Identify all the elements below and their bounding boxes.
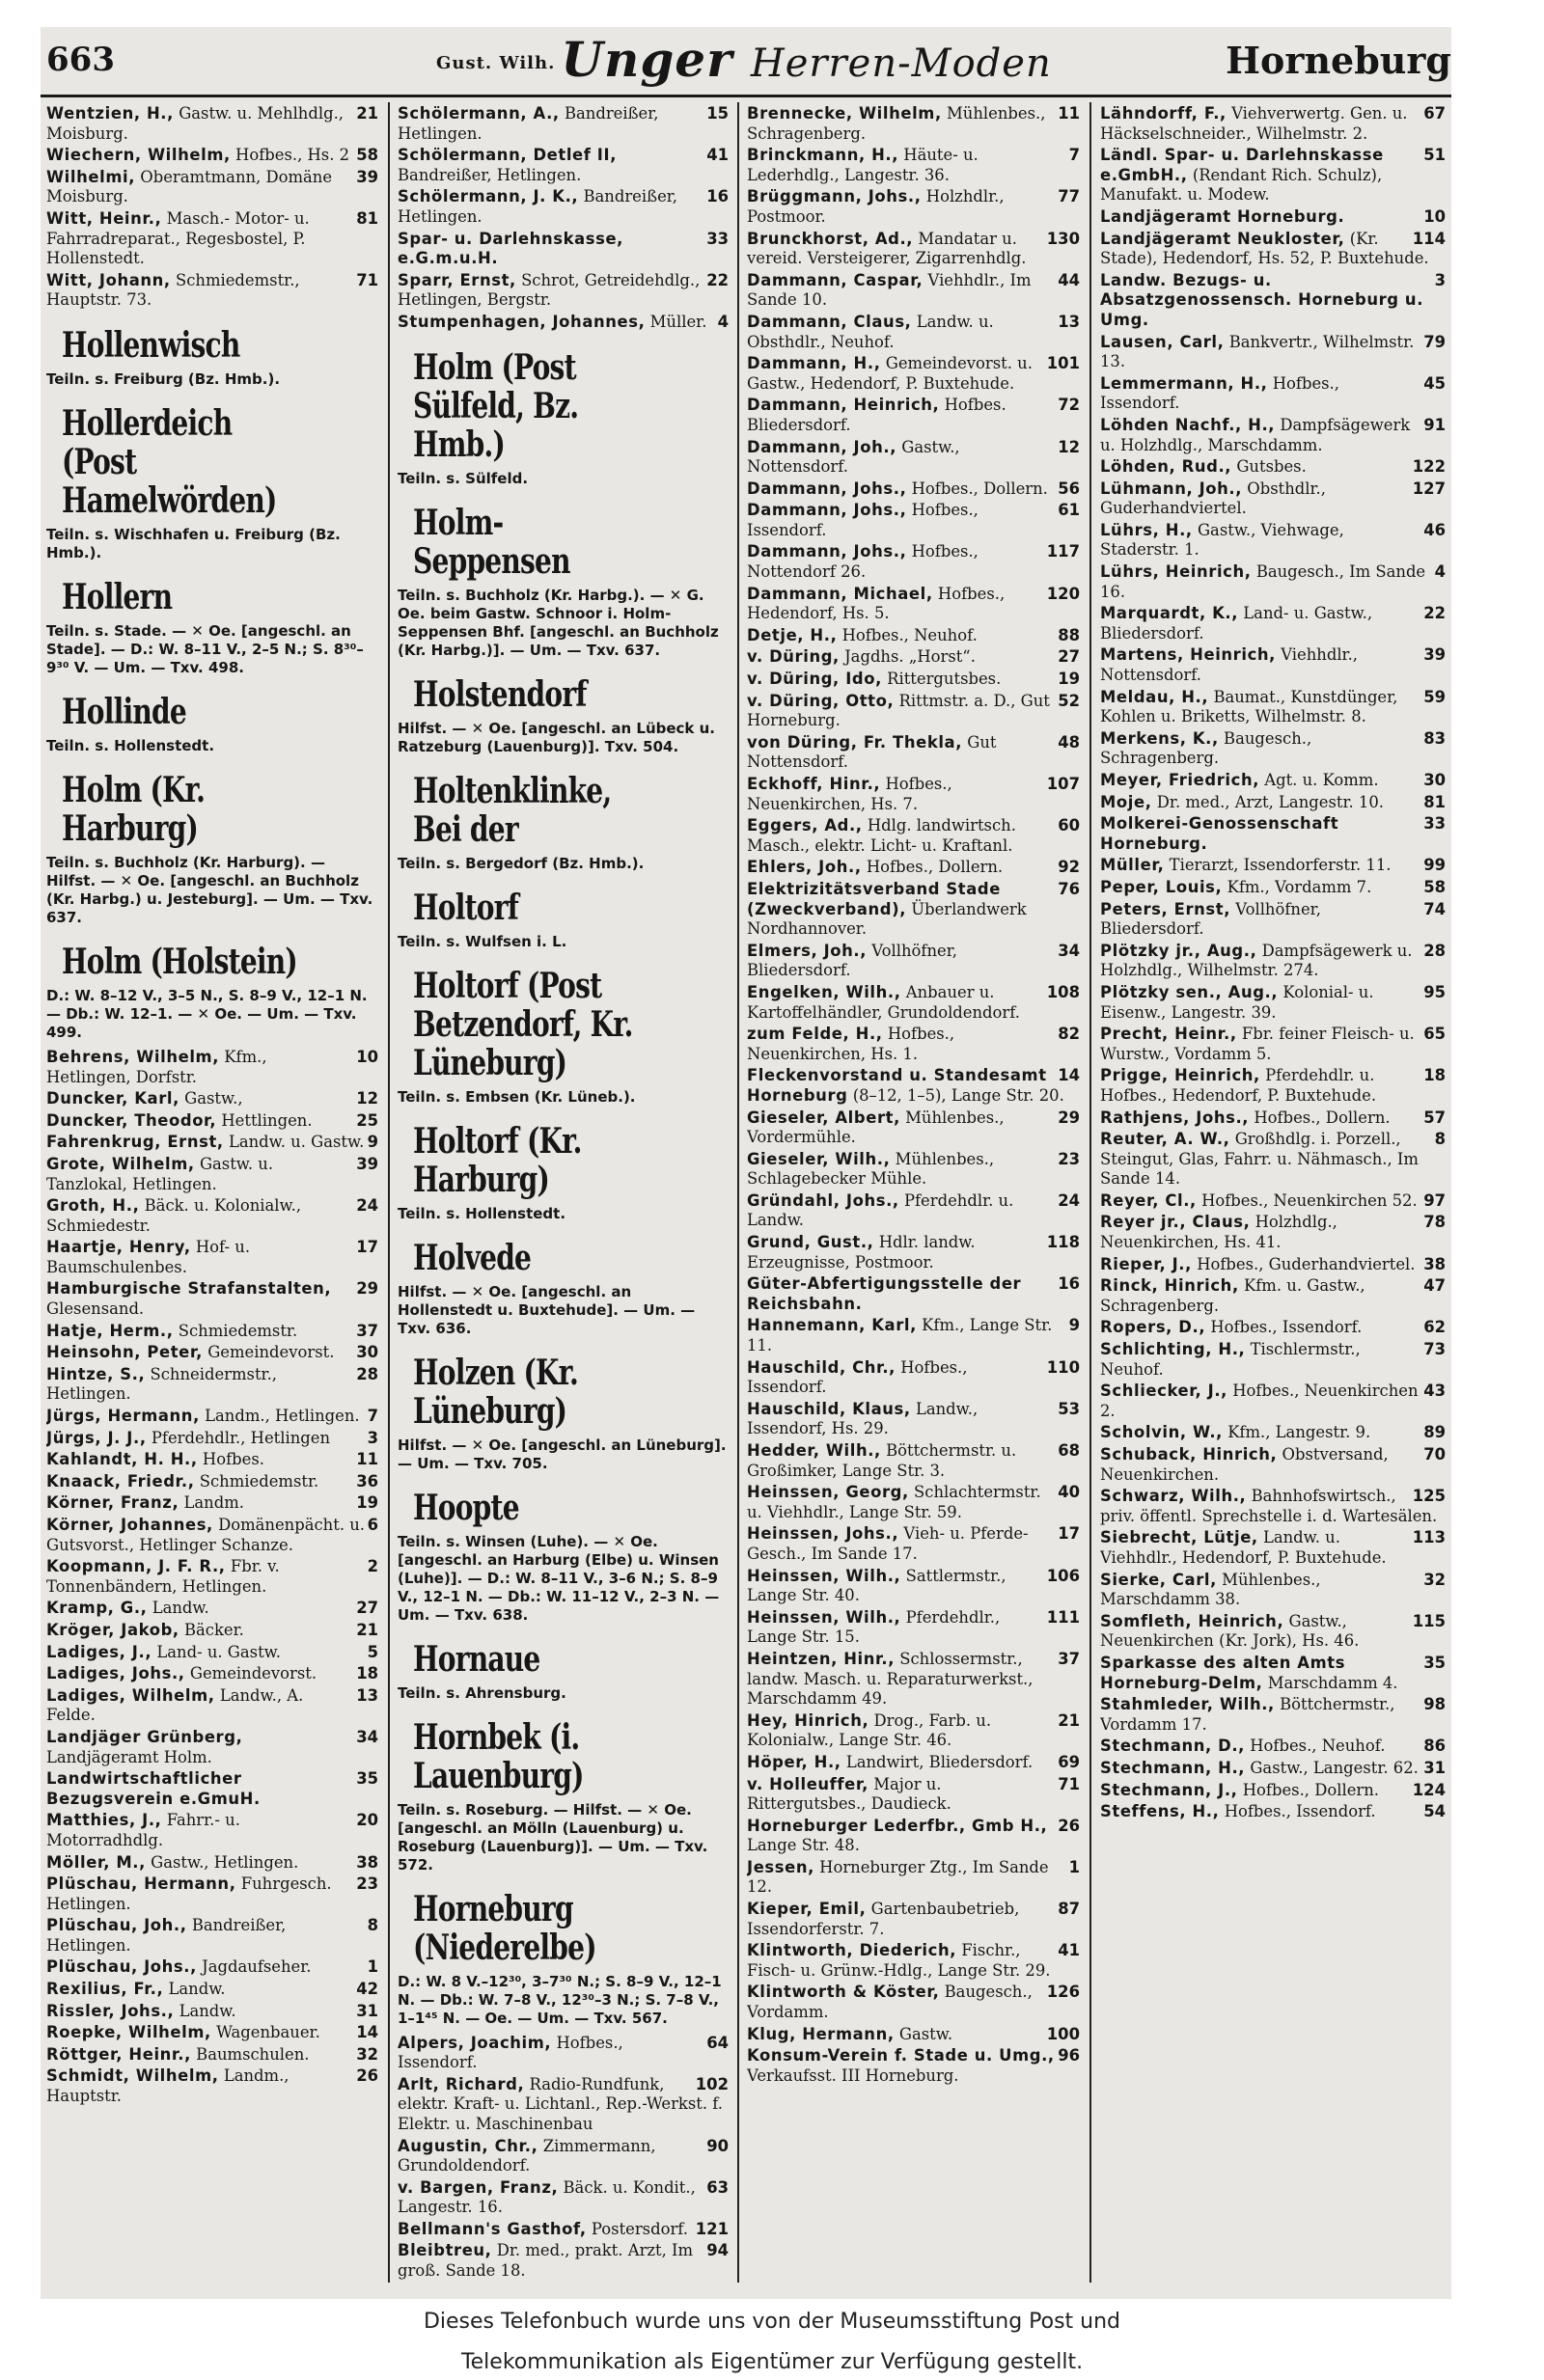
listing-entry: 28 Hintze, S., Schneidermstr., Hetlingen. <box>46 1364 378 1404</box>
listing-entry: 4 Stumpenhagen, Johannes, Müller. <box>398 312 729 331</box>
column-1 <box>46 104 378 2280</box>
column-divider <box>1089 102 1091 2283</box>
listing-entry: 12 Dammann, Joh., Gastw., Nottensdorf. <box>747 437 1080 477</box>
place-heading: Holzen (Kr. Lüneburg) <box>413 1352 579 1432</box>
listing-entry: 22 Sparr, Ernst, Schrot, Getreidehdlg., Hetlingen, Bergstr. <box>398 270 729 310</box>
column-2 <box>398 104 729 2280</box>
listing-entry: 7 Jürgs, Hermann, Landm., Hetlingen. <box>46 1407 378 1426</box>
listing-entry: 17 Heinssen, Johs., Vieh- u. Pferde-Gesch., Im Sande 17. <box>747 1524 1080 1563</box>
listing-entry: 25 Duncker, Theodor, Hettlingen. <box>46 1110 378 1130</box>
listing-entry: 113 Siebrecht, Lütje, Landw. u. Viehhdlr., Hedendorf, P. Buxtehude. <box>1100 1528 1446 1567</box>
listing-entry: 15 Schölermann, A., Bandreißer, Hetlingen. <box>398 104 729 143</box>
listing-entry: 1 Jessen, Horneburger Ztg., Im Sande 12. <box>747 1857 1080 1897</box>
place-info: D.: W. 8 V.–12³⁰, 3–7³⁰ N.; S. 8–9 V., 12–1 N. — Db.: W. 7–8 V., 12³⁰–3 N.; S. 7–8 V., 1–1⁴⁵ N. — Oe. — Um. — Txv. 567. <box>398 1972 722 2027</box>
listing-entry: 3 Jürgs, J. J., Pferdehdlr., Hetlingen <box>46 1428 378 1447</box>
place-info: Teiln. s. Embsen (Kr. Lüneb.). <box>398 1087 636 1106</box>
listing-entry: 71 Witt, Johann, Schmiedemstr., Hauptstr. 73. <box>46 270 378 310</box>
place-info: Teiln. s. Wulfsen i. L. <box>398 932 567 950</box>
listing-entry: 38 Rieper, J., Hofbes., Guderhandviertel. <box>1100 1254 1446 1273</box>
listing-entry: 40 Heinssen, Georg, Schlachtermstr. u. Viehhdlr., Lange Str. 59. <box>747 1483 1080 1521</box>
place-heading: Holm (Holstein) <box>62 941 297 982</box>
listing-entry: 35 Sparkasse des alten Amts Horneburg-Delm, Marschdamm 4. <box>1100 1653 1446 1692</box>
listing-entry: 10 Landjägeramt Horneburg. <box>1100 206 1446 226</box>
listing-entry: 124 Stechmann, J., Hofbes., Dollern. <box>1100 1780 1446 1799</box>
listing-entry: 60 Eggers, Ad., Hdlg. landwirtsch. Masch., elektr. Licht- u. Kraftanl. <box>747 816 1080 855</box>
listing-entry: 94 Bleibtreu, Dr. med., prakt. Arzt, Im groß. Sande 18. <box>398 2241 729 2280</box>
place-heading: Holtorf <box>413 887 519 928</box>
listing-entry: 14 Fleckenvorstand u. Standesamt Horneburg (8–12, 1–5), Lange Str. 20. <box>747 1066 1080 1105</box>
listing-entry: 110 Hauschild, Chr., Hofbes., Issendorf. <box>747 1357 1080 1397</box>
place-heading: Hollinde <box>62 691 186 732</box>
listing-entry: 45 Lemmermann, H., Hofbes., Issendorf. <box>1100 373 1446 413</box>
footer-line-1: Dieses Telefonbuch wurde uns von der Museumsstiftung Post und <box>423 2310 1121 2334</box>
listing-entry: 74 Peters, Ernst, Vollhöfner, Bliedersdorf. <box>1100 899 1446 939</box>
listing-entry: 87 Kieper, Emil, Gartenbaubetrieb, Issendorferstr. 7. <box>747 1900 1080 1938</box>
listing-entry: 30 Heinsohn, Peter, Gemeindevorst. <box>46 1343 378 1362</box>
advert-banner <box>436 31 1052 88</box>
listing-entry: 98 Stahmleder, Wilh., Böttchermstr., Vordamm 17. <box>1100 1695 1446 1734</box>
listing-entry: 22 Marquardt, K., Land- u. Gastw., Bliedersdorf. <box>1100 604 1446 643</box>
listing-entry: 79 Lausen, Carl, Bankvertr., Wilhelmstr. 13. <box>1100 332 1446 371</box>
listing-entry: 26 Schmidt, Wilhelm, Landm., Hauptstr. <box>46 2066 378 2106</box>
listing-entry: 3 Landw. Bezugs- u. Absatzgenossensch. Horneburg u. Umg. <box>1100 270 1446 329</box>
listing-entry: 52 v. Düring, Otto, Rittmstr. a. D., Gut Horneburg. <box>747 691 1080 730</box>
place-heading: Hollenwisch <box>62 324 240 366</box>
place-heading: Hoopte <box>413 1487 519 1528</box>
listing-entry: 107 Eckhoff, Hinr., Hofbes., Neuenkirchen, Hs. 7. <box>747 775 1080 813</box>
listing-entry: 53 Hauschild, Klaus, Landw., Issendorf, Hs. 29. <box>747 1399 1080 1438</box>
place-info: Teiln. s. Winsen (Luhe). — ✕ Oe. [angeschl. an Harburg (Elbe) u. Winsen (Luhe)]. — D.: W. 8–11 V., 3–6 N.; S. 8–9 V., 12–1 N. — Db.: W. 11–12 V., 2–3 N. — Um. — Txv. 638. <box>398 1532 720 1624</box>
listing-entry: 28 Plötzky jr., Aug., Dampfsägewerk u. Holzhdlg., Wilhelmstr. 274. <box>1100 941 1446 980</box>
listing-entry: 100 Klug, Hermann, Gastw. <box>747 2024 1080 2043</box>
place-heading: Hollerdeich (Post Hamelwörden) <box>62 402 277 521</box>
listing-entry: 35 Landwirtschaftlicher Bezugsverein e.GmuH. <box>46 1769 378 1808</box>
listing-entry: 102 Arlt, Richard, Radio-Rundfunk, elektr. Kraft- u. Lichtanl., Rep.-Werkst. f. Elektr. u. Maschinenbau <box>398 2074 729 2133</box>
listing-entry: 2 Koopmann, J. F. R., Fbr. v. Tonnenbändern, Hetlingen. <box>46 1557 378 1596</box>
listing-entry: 82 zum Felde, H., Hofbes., Neuenkirchen, Hs. 1. <box>747 1025 1080 1063</box>
listing-entry: 8 Plüschau, Joh., Bandreißer, Hetlingen. <box>46 1916 378 1955</box>
listing-entry: 120 Dammann, Michael, Hofbes., Hedendorf, Hs. 5. <box>747 584 1080 623</box>
listing-entry: 99 Müller, Tierarzt, Issendorferstr. 11. <box>1100 856 1446 875</box>
listing-entry: 24 Groth, H., Bäck. u. Kolonialw., Schmiedestr. <box>46 1196 378 1235</box>
listing-entry: 78 Reyer jr., Claus, Holzhdlg., Neuenkirchen, Hs. 41. <box>1100 1213 1446 1252</box>
place-info: Teiln. s. Buchholz (Kr. Harburg). — Hilfst. — ✕ Oe. [angeschl. an Buchholz (Kr. Harbg.) u. Jesteburg]. — Um. — Txv. 637. <box>46 853 373 926</box>
place-heading: Holstendorf <box>413 673 587 715</box>
place-info: Teiln. s. Hollenstedt. <box>398 1204 566 1222</box>
listing-entry: 16 Güter-Abfertigungsstelle der Reichsbahn. <box>747 1274 1080 1313</box>
place-heading: Holtenklinke, Bei der <box>413 770 612 850</box>
footer-line-2: Telekommunikation als Eigentümer zur Verfügung gestellt. <box>460 2350 1084 2374</box>
listing-entry: 108 Engelken, Wilh., Anbauer u. Kartoffelhändler, Grundoldendorf. <box>747 982 1080 1022</box>
listing-entry: 33 Spar- u. Darlehnskasse, e.G.m.u.H. <box>398 229 729 268</box>
place-heading: Holtorf (Post Betzendorf, Kr. Lüneburg) <box>413 965 633 1083</box>
listing-entry: 122 Löhden, Rud., Gutsbes. <box>1100 457 1446 477</box>
listing-entry: 88 Detje, H., Hofbes., Neuhof. <box>747 625 1080 644</box>
listing-entry: 115 Somfleth, Heinrich, Gastw., Neuenkirchen (Kr. Jork), Hs. 46. <box>1100 1611 1446 1651</box>
place-info: Teiln. s. Roseburg. — Hilfst. — ✕ Oe. [angeschl. an Mölln (Lauenburg) u. Roseburg (Lauenburg)]. — Um. — Txv. 572. <box>398 1800 708 1874</box>
place-info: Hilfst. — ✕ Oe. [angeschl. an Lübeck u. Ratzeburg (Lauenburg)]. Txv. 504. <box>398 719 716 755</box>
listing-entry: 65 Precht, Heinr., Fbr. feiner Fleisch- u. Wurstw., Vordamm 5. <box>1100 1025 1446 1063</box>
listing-entry: 121 Bellmann's Gasthof, Postersdorf. <box>398 2219 729 2238</box>
listing-entry: 63 v. Bargen, Franz, Bäck. u. Kondit., Langestr. 16. <box>398 2177 729 2217</box>
listing-entry: 77 Brüggmann, Johs., Holzhdlr., Postmoor. <box>747 187 1080 226</box>
listing-entry: 21 Wentzien, H., Gastw. u. Mehlhdlg., Moisburg. <box>46 104 378 143</box>
place-heading: Horneburg (Niederelbe) <box>413 1888 596 1968</box>
listing-entry: 30 Meyer, Friedrich, Agt. u. Komm. <box>1100 771 1446 789</box>
listing-entry: 16 Schölermann, J. K., Bandreißer, Hetlingen. <box>398 187 729 226</box>
page-number: 663 <box>46 41 115 79</box>
listing-entry: 19 v. Düring, Ido, Rittergutsbes. <box>747 670 1080 689</box>
listing-entry: 29 Hamburgische Strafanstalten, Glesensand. <box>46 1279 378 1319</box>
place-title: Horneburg <box>1226 39 1451 82</box>
listing-entry: 34 Landjäger Grünberg, Landjägeramt Holm. <box>46 1727 378 1766</box>
listing-entry: 39 Wilhelmi, Oberamtmann, Domäne Moisburg. <box>46 167 378 206</box>
listing-entry: 127 Lühmann, Joh., Obsthdlr., Guderhandviertel. <box>1100 479 1446 518</box>
listing-entry: 6 Körner, Johannes, Domänenpächt. u. Gutsvorst., Hetlinger Schanze. <box>46 1516 378 1554</box>
listing-entry: 67 Lähndorff, F., Viehverwertg. Gen. u. Häckselschneider., Wilhelmstr. 2. <box>1100 104 1446 143</box>
place-heading: Holm-Seppensen <box>413 502 570 582</box>
listing-entry: 10 Behrens, Wilhelm, Kfm., Hetlingen, Dorfstr. <box>46 1047 378 1086</box>
place-info: Teiln. s. Wischhafen u. Freiburg (Bz. Hmb.). <box>46 525 341 561</box>
listing-entry: 126 Klintworth & Köster, Baugesch., Vordamm. <box>747 1983 1080 2022</box>
listing-entry: 59 Meldau, H., Baumat., Kunstdünger, Kohlen u. Briketts, Wilhelmstr. 8. <box>1100 687 1446 726</box>
place-info: Teiln. s. Bergedorf (Bz. Hmb.). <box>398 854 645 872</box>
column-4 <box>1100 104 1446 2280</box>
listing-entry: 8 Reuter, A. W., Großhdlg. i. Porzell., Steingut, Glas, Fahrr. u. Nähmasch., Im Sande 14. <box>1100 1130 1446 1189</box>
listing-entry: 33 Molkerei-Genossenschaft Horneburg. <box>1100 814 1446 853</box>
listing-entry: 51 Ländl. Spar- u. Darlehnskasse e.GmbH., (Rendant Rich. Schulz), Manufakt. u. Modew. <box>1100 146 1446 205</box>
place-info: Hilfst. — ✕ Oe. [angeschl. an Lüneburg]. — Um. — Txv. 705. <box>398 1436 727 1472</box>
listing-entry: 39 Martens, Heinrich, Viehhdlr., Nottensdorf. <box>1100 645 1446 685</box>
listing-entry: 43 Schliecker, J., Hofbes., Neuenkirchen 2. <box>1100 1381 1446 1420</box>
listing-entry: 36 Knaack, Friedr., Schmiedemstr. <box>46 1471 378 1491</box>
listing-entry: 42 Rexilius, Fr., Landw. <box>46 1980 378 1999</box>
listing-entry: 125 Schwarz, Wilh., Bahnhofswirtsch., priv. öffentl. Sprechstelle i. d. Wartesälen. <box>1100 1487 1446 1525</box>
place-info: D.: W. 8–12 V., 3–5 N., S. 8–9 V., 12–1 N. — Db.: W. 12–1. — ✕ Oe. — Um. — Txv. 499. <box>46 986 368 1041</box>
listing-entry: 96 Konsum-Verein f. Stade u. Umg., Verkaufsst. III Horneburg. <box>747 2046 1080 2085</box>
column-divider <box>737 102 739 2283</box>
listing-entry: 17 Haartje, Henry, Hof- u. Baumschulenbes. <box>46 1238 378 1276</box>
listing-entry: 41 Schölermann, Detlef II, Bandreißer, Hetlingen. <box>398 146 729 184</box>
place-heading: Hornaue <box>413 1638 540 1680</box>
place-info: Teiln. s. Buchholz (Kr. Harbg.). — ✕ G. Oe. beim Gastw. Schnoor i. Holm-Seppensen Bhf. [angeschl. an Buchholz (Kr. Harbg.)]. — Um. — Txv. 637. <box>398 586 719 659</box>
listing-entry: 37 Hatje, Herm., Schmiedemstr. <box>46 1321 378 1340</box>
listing-entry: 32 Röttger, Heinr., Baumschulen. <box>46 2044 378 2064</box>
listing-entry: 38 Möller, M., Gastw., Hetlingen. <box>46 1852 378 1872</box>
listing-entry: 91 Löhden Nachf., H., Dampfsägewerk u. Holzhdlg., Marschdamm. <box>1100 415 1446 454</box>
column-3 <box>747 104 1080 2280</box>
listing-entry: 57 Rathjens, Johs., Hofbes., Dollern. <box>1100 1108 1446 1127</box>
listing-entry: 26 Horneburger Lederfbr., Gmb H., Lange Str. 48. <box>747 1816 1080 1855</box>
listing-entry: 37 Heintzen, Hinr., Schlossermstr., landw. Masch. u. Reparaturwerkst., Marschdamm 49. <box>747 1649 1080 1709</box>
listing-entry: 23 Plüschau, Hermann, Fuhrgesch. Hetlingen. <box>46 1874 378 1913</box>
listing-entry: 13 Ladiges, Wilhelm, Landw., A. Felde. <box>46 1685 378 1725</box>
listing-entry: 62 Ropers, D., Hofbes., Issendorf. <box>1100 1318 1446 1337</box>
listing-entry: 58 Wiechern, Wilhelm, Hofbes., Hs. 2 <box>46 146 378 165</box>
listing-entry: 24 Gründahl, Johs., Pferdehdlr. u. Landw. <box>747 1190 1080 1230</box>
listing-entry: 118 Grund, Gust., Hdlr. landw. Erzeugnisse, Postmoor. <box>747 1233 1080 1272</box>
listing-entry: 11 Kahlandt, H. H., Hofbes. <box>46 1450 378 1469</box>
listing-entry: 29 Gieseler, Albert, Mühlenbes., Vordermühle. <box>747 1108 1080 1147</box>
listing-entry: 70 Schuback, Hinrich, Obstversand, Neuenkirchen. <box>1100 1445 1446 1484</box>
listing-entry: 32 Sierke, Carl, Mühlenbes., Marschdamm 38. <box>1100 1570 1446 1609</box>
listing-entry: 9 Fahrenkrug, Ernst, Landw. u. Gastw. <box>46 1133 378 1152</box>
listing-entry: 34 Elmers, Joh., Vollhöfner, Bliedersdorf. <box>747 941 1080 980</box>
listing-entry: 27 Kramp, G., Landw. <box>46 1599 378 1618</box>
listing-entry: 44 Dammann, Caspar, Viehhdlr., Im Sande 10. <box>747 270 1080 310</box>
listing-entry: 69 Höper, H., Landwirt, Bliedersdorf. <box>747 1752 1080 1771</box>
listing-entry: 7 Brinckmann, H., Häute- u. Lederhdlg., Langestr. 36. <box>747 146 1080 184</box>
phonebook-page <box>41 27 1451 2299</box>
column-divider <box>388 102 390 2283</box>
place-info: Teiln. s. Stade. — ✕ Oe. [angeschl. an Stade]. — D.: W. 8–11 V., 2–5 N.; S. 8³⁰–9³⁰ V. — Um. — Txv. 498. <box>46 621 364 676</box>
listing-entry: 56 Dammann, Johs., Hofbes., Dollern. <box>747 479 1080 498</box>
listing-entry: 31 Stechmann, H., Gastw., Langestr. 62. <box>1100 1758 1446 1777</box>
listing-entry: 92 Ehlers, Joh., Hofbes., Dollern. <box>747 858 1080 877</box>
listing-entry: 83 Merkens, K., Baugesch., Schragenberg. <box>1100 728 1446 768</box>
place-info: Teiln. s. Ahrensburg. <box>398 1683 566 1702</box>
listing-entry: 81 Witt, Heinr., Masch.- Motor- u. Fahrradreparat., Regesbostel, P. Hollenstedt. <box>46 208 378 268</box>
listing-entry: 47 Rinck, Hinrich, Kfm. u. Gastw., Schragenberg. <box>1100 1276 1446 1315</box>
listing-entry: 46 Lührs, H., Gastw., Viehwage, Staderstr. 1. <box>1100 520 1446 560</box>
copyright-footer <box>0 2299 1544 2375</box>
listing-entry: 21 Hey, Hinrich, Drog., Farb. u. Kolonialw., Lange Str. 46. <box>747 1710 1080 1750</box>
listing-entry: 23 Gieseler, Wilh., Mühlenbes., Schlagebecker Mühle. <box>747 1149 1080 1189</box>
listing-entry: 117 Dammann, Johs., Hofbes., Nottendorf 26. <box>747 542 1080 582</box>
listing-entry: 19 Körner, Franz, Landm. <box>46 1493 378 1513</box>
listing-entry: 9 Hannemann, Karl, Kfm., Lange Str. 11. <box>747 1316 1080 1355</box>
listing-entry: 81 Moje, Dr. med., Arzt, Langestr. 10. <box>1100 792 1446 811</box>
listing-entry: 89 Scholvin, W., Kfm., Langestr. 9. <box>1100 1423 1446 1442</box>
listing-entry: 54 Steffens, H., Hofbes., Issendorf. <box>1100 1802 1446 1821</box>
listing-entry: 5 Ladiges, J., Land- u. Gastw. <box>46 1642 378 1661</box>
listing-entry: 13 Dammann, Claus, Landw. u. Obsthdlr., Neuhof. <box>747 312 1080 351</box>
listing-entry: 101 Dammann, H., Gemeindevorst. u. Gastw., Hedendorf, P. Buxtehude. <box>747 354 1080 393</box>
listing-entry: 111 Heinssen, Wilh., Pferdehdlr., Lange Str. 15. <box>747 1607 1080 1647</box>
listing-entry: 21 Kröger, Jakob, Bäcker. <box>46 1620 378 1639</box>
listing-entry: 20 Matthies, J., Fahrr.- u. Motorradhdlg. <box>46 1811 378 1849</box>
listing-entry: 61 Dammann, Johs., Hofbes., Issendorf. <box>747 501 1080 539</box>
listing-entry: 4 Lührs, Heinrich, Baugesch., Im Sande 16. <box>1100 562 1446 601</box>
listing-entry: 106 Heinssen, Wilh., Sattlermstr., Lange Str. 40. <box>747 1566 1080 1605</box>
listing-entry: 48 von Düring, Fr. Thekla, Gut Nottensdorf. <box>747 732 1080 772</box>
place-info: Teiln. s. Hollenstedt. <box>46 736 215 754</box>
listing-entry: 64 Alpers, Joachim, Hofbes., Issendorf. <box>398 2033 729 2072</box>
listing-entry: 18 Ladiges, Johs., Gemeindevorst. <box>46 1664 378 1683</box>
listing-entry: 73 Schlichting, H., Tischlermstr., Neuhof. <box>1100 1340 1446 1379</box>
listing-entry: 86 Stechmann, D., Hofbes., Neuhof. <box>1100 1737 1446 1756</box>
listing-entry: 130 Brunckhorst, Ad., Mandatar u. vereid. Versteigerer, Zigarrenhdlg. <box>747 229 1080 268</box>
listing-entry: 18 Prigge, Heinrich, Pferdehdlr. u. Hofbes., Hedendorf, P. Buxtehude. <box>1100 1066 1446 1105</box>
place-heading: Holvede <box>413 1237 532 1278</box>
listing-entry: 39 Grote, Wilhelm, Gastw. u. Tanzlokal, Hetlingen. <box>46 1154 378 1193</box>
brand-tail: Herren-Moden <box>750 41 1052 86</box>
listing-entry: 27 v. Düring, Jagdhs. „Horst“. <box>747 647 1080 667</box>
place-heading: Holm (Kr. Harburg) <box>62 769 206 849</box>
listing-entry: 41 Klintworth, Diederich, Fischr., Fisch- u. Grünw.-Hdlg., Lange Str. 29. <box>747 1941 1080 1980</box>
place-heading: Hornbek (i. Lauenburg) <box>413 1716 584 1796</box>
listing-entry: 97 Reyer, Cl., Hofbes., Neuenkirchen 52. <box>1100 1190 1446 1210</box>
listing-entry: 12 Duncker, Karl, Gastw., <box>46 1089 378 1108</box>
page-header <box>41 27 1451 97</box>
place-heading: Holtorf (Kr. Harburg) <box>413 1120 582 1200</box>
listing-entry: 14 Roepke, Wilhelm, Wagenbauer. <box>46 2023 378 2042</box>
place-info: Teiln. s. Sülfeld. <box>398 469 529 487</box>
listing-entry: 1 Plüschau, Johs., Jagdaufseher. <box>46 1957 378 1977</box>
listing-entry: 68 Hedder, Wilh., Böttchermstr. u. Großimker, Lange Str. 3. <box>747 1441 1080 1480</box>
listing-entry: 71 v. Holleuffer, Major u. Rittergutsbes., Daudieck. <box>747 1774 1080 1814</box>
place-info: Teiln. s. Freiburg (Bz. Hmb.). <box>46 369 281 388</box>
listing-entry: 11 Brennecke, Wilhelm, Mühlenbes., Schragenberg. <box>747 104 1080 143</box>
listing-entry: 31 Rissler, Johs., Landw. <box>46 2001 378 2020</box>
listing-entry: 76 Elektrizitätsverband Stade (Zweckverband), Überlandwerk Nordhannover. <box>747 879 1080 939</box>
listing-entry: 114 Landjägeramt Neukloster, (Kr. Stade), Hedendorf, Hs. 52, P. Buxtehude. <box>1100 229 1446 268</box>
listing-entry: 90 Augustin, Chr., Zimmermann, Grundoldendorf. <box>398 2136 729 2175</box>
place-heading: Hollern <box>62 576 173 617</box>
listing-entry: 58 Peper, Louis, Kfm., Vordamm 7. <box>1100 877 1446 896</box>
place-heading: Holm (Post Sülfeld, Bz. Hmb.) <box>413 346 579 465</box>
brand-name: Unger <box>561 31 733 88</box>
brand-prefix: Gust. Wilh. <box>436 53 556 73</box>
place-info: Hilfst. — ✕ Oe. [angeschl. an Hollenstedt u. Buxtehude]. — Um. — Txv. 636. <box>398 1282 696 1337</box>
listing-entry: 72 Dammann, Heinrich, Hofbes. Bliedersdorf. <box>747 396 1080 434</box>
listing-entry: 95 Plötzky sen., Aug., Kolonial- u. Eisenw., Langestr. 39. <box>1100 982 1446 1022</box>
